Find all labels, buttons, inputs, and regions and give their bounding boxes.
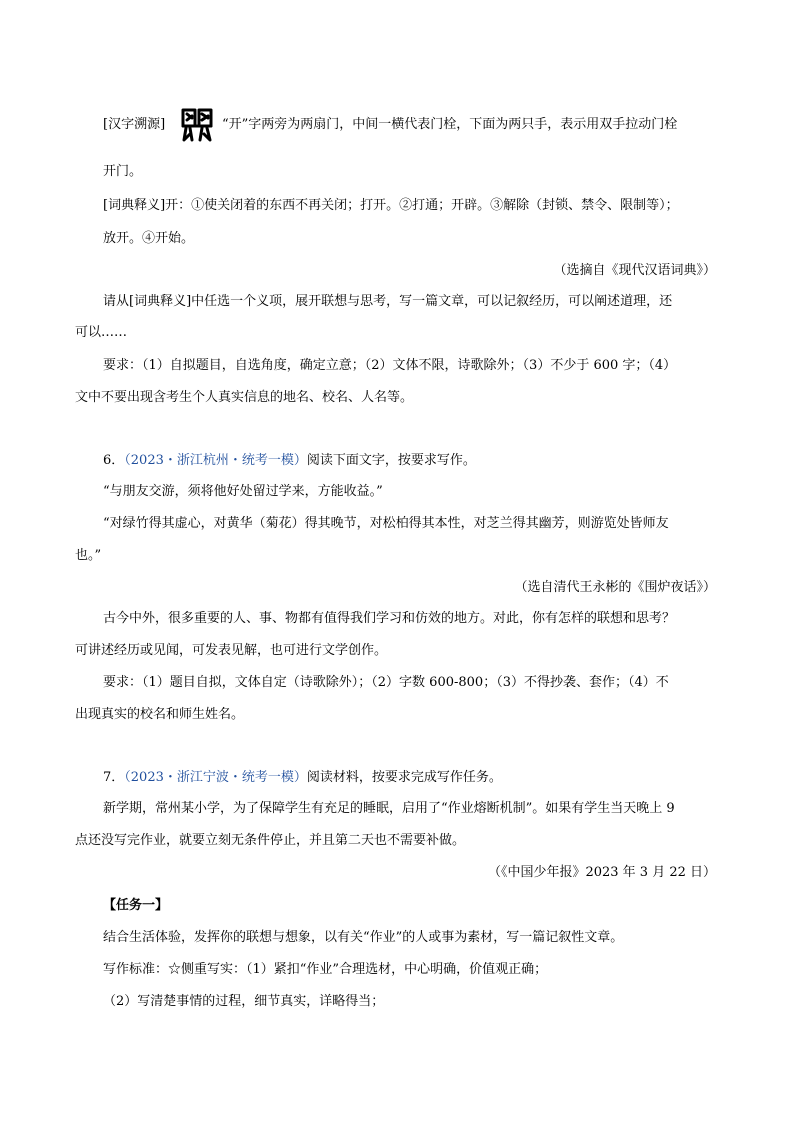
origin-label: [汉字溯源] [103, 117, 166, 132]
question-6-quote-2-line-1: “对绿竹得其虚心，对黄华（菊花）得其晚节，对松柏得其本性，对芝兰得其幽芳，则游览处皆师友 [103, 516, 669, 531]
ancient-kai-character-icon [180, 106, 214, 144]
origin-text-continued: 开门。 [103, 164, 143, 179]
prompt-line-2: 可以…… [75, 325, 128, 340]
dictionary-source: （选摘自《现代汉语词典》） [553, 263, 716, 278]
task-one-title: 【任务一】 [103, 898, 169, 913]
dictionary-definition-line-1: [词典释义]开：①使关闭着的东西不再关闭；打开。②打通；开辟。③解除（封锁、禁令、限制等）； [103, 198, 679, 213]
question-6-quote-1: “与朋友交游，须将他好处留过学来，方能收益。” [103, 484, 383, 499]
question-7-heading [103, 769, 502, 787]
requirements-line-1: 要求：（1）自拟题目，自选角度，确定立意；（2）文体不限，诗歌除外；（3）不少于 600 字；（4） [103, 358, 677, 373]
task-one-line-2: 写作标准：☆侧重写实：（1）紧扣“作业”合理选材，中心明确，价值观正确； [103, 962, 548, 977]
requirements-line-2: 文中不要出现含考生个人真实信息的地名、校名、人名等。 [75, 390, 414, 405]
question-6-body-line-2: 可讲述经历或见闻，可发表见解，也可进行文学创作。 [75, 643, 388, 658]
question-6-requirements-line-1: 要求：（1）题目自拟，文体自定（诗歌除外）；（2）字数 600-800；（3）不得抄袭、套作；（4）不 [103, 675, 669, 690]
question-6-source: （选自清代王永彬的《围炉夜话》） [514, 580, 716, 595]
origin-text: “开”字两旁为两扇门，中间一横代表门栓，下面为两只手，表示用双手拉动门栓 [222, 117, 678, 132]
question-6-quote-2-line-2: 也。” [75, 548, 102, 563]
question-6-tag: （2023・浙江杭州・统考一模） [124, 453, 307, 468]
question-7-source: （《中国少年报》2023 年 3 月 22 日） [487, 865, 716, 880]
question-7-number: 7． [103, 770, 125, 785]
prompt-line-1: 请从[词典释义]中任选一个义项，展开联想与思考，写一篇文章，可以记叙经历，可以阐述道理，还 [103, 294, 673, 309]
task-one-line-3: （2）写清楚事情的过程，细节真实，详略得当； [103, 994, 385, 1009]
question-7-instruction: 阅读材料，按要求完成写作任务。 [306, 770, 502, 785]
question-6-instruction: 阅读下面文字，按要求写作。 [306, 453, 476, 468]
question-7-body-line-1: 新学期，常州某小学，为了保障学生有充足的睡眠，启用了“作业熔断机制”。如果有学生当天晚上 9 [103, 801, 675, 816]
question-7-body-line-2: 点还没写完作业，就要立刻无条件停止，并且第二天也不需要补做。 [75, 833, 466, 848]
question-6-number: 6． [103, 453, 125, 468]
task-one-line-1: 结合生活体验，发挥你的联想与想象，以有关“作业”的人或事为素材，写一篇记叙性文章。 [103, 930, 624, 945]
dictionary-definition-line-2: 放开。④开始。 [103, 231, 195, 246]
question-6-heading [103, 452, 476, 470]
question-6-body-line-1: 古今中外，很多重要的人、事、物都有值得我们学习和仿效的地方。对此，你有怎样的联想和思考？ [103, 611, 676, 626]
question-6-requirements-line-2: 出现真实的校名和师生姓名。 [75, 707, 245, 722]
question-7-tag: （2023・浙江宁波・统考一模） [124, 770, 307, 785]
